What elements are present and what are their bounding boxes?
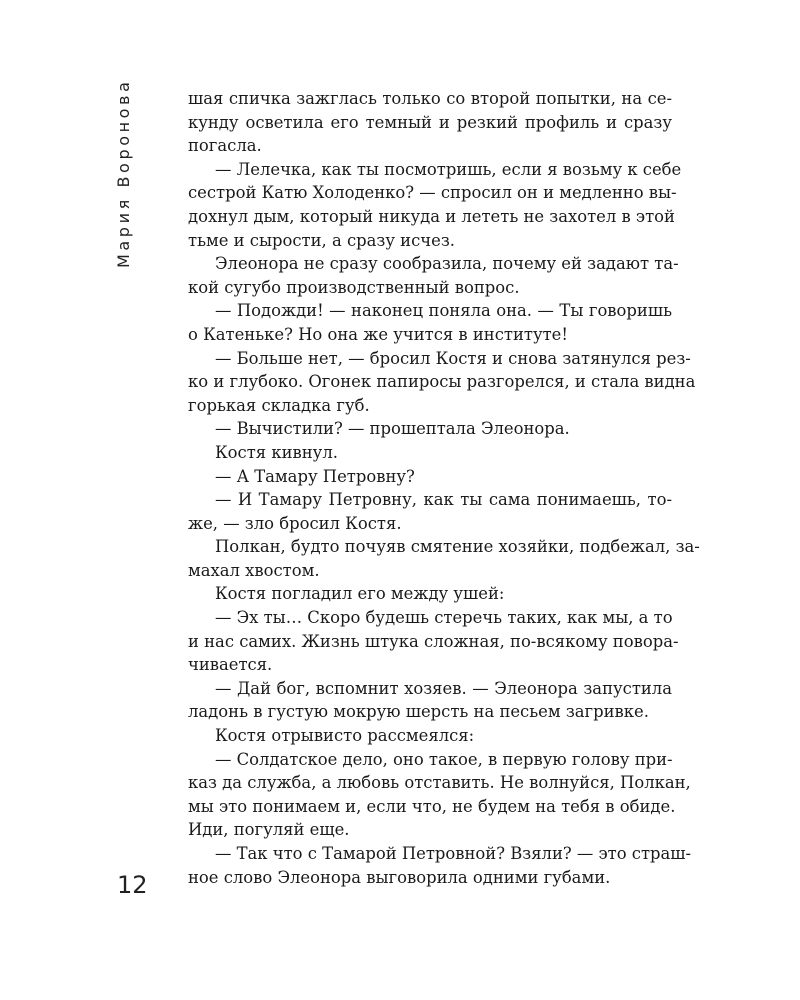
text-line: дохнул дым, который никуда и лететь не захотел в этой — [188, 206, 675, 226]
text-line: — Вычистили? — прошептала Элеонора. — [215, 419, 570, 439]
text-line: ладонь в густую мокрую шерсть на песьем загривке. — [188, 702, 649, 722]
text-line: чивается. — [188, 655, 273, 675]
text-line: ко и глубоко. Огонек папиросы разгорелся, и стала видна — [188, 372, 696, 392]
text-line: Элеонора не сразу сообразила, почему ей задают та- — [215, 254, 679, 274]
text-line: и нас самих. Жизнь штука сложная, по-всякому повора- — [188, 631, 679, 651]
text-line: горькая складка губ. — [188, 395, 370, 415]
body-text — [188, 87, 700, 889]
text-line: тьме и сырости, а сразу исчез. — [188, 230, 455, 250]
text-line: — А Тамару Петровну? — [215, 466, 415, 486]
text-line: ное слово Элеонора выговорила одними губами. — [188, 867, 611, 887]
text-line: — Так что с Тамарой Петровной? Взяли? — это страш- — [215, 844, 692, 863]
text-line: о Катеньке? Но она же учится в институте! — [188, 324, 568, 344]
text-line: сестрой Катю Холоденко? — спросил он и медленно вы- — [188, 183, 677, 203]
text-line: махал хвостом. — [188, 560, 320, 580]
text-line: — Подожди! — наконец поняла она. — Ты говоришь — [215, 301, 672, 321]
text-line: кунду осветила его темный и резкий профиль и сразу — [188, 112, 672, 132]
text-line: — Больше нет, — бросил Костя и снова затянулся рез- — [215, 348, 691, 368]
text-line: Костя погладил его между ушей: — [215, 584, 505, 604]
text-line: мы это понимаем и, если что, не будем на тебя в обиде. — [188, 796, 676, 816]
text-line: же, — зло бросил Костя. — [188, 513, 402, 533]
text-line: Полкан, будто почуяв смятение хозяйки, подбежал, за- — [215, 537, 700, 557]
running-head-author: Мария Воронова — [114, 78, 133, 268]
text-line: — Дай бог, вспомнит хозяев. — Элеонора запустила — [215, 678, 672, 698]
text-line: Костя отрывисто рассмеялся: — [215, 726, 475, 746]
text-line: шая спичка зажглась только со второй попытки, на се- — [188, 89, 672, 108]
text-line: — Солдатское дело, оно такое, в первую голову при- — [215, 749, 673, 769]
text-line: кой сугубо производственный вопрос. — [188, 277, 520, 297]
page-number: 12 — [117, 871, 148, 899]
text-line: — И Тамару Петровну, как ты сама понимаешь, то- — [215, 490, 672, 510]
text-line: Иди, погуляй еще. — [188, 820, 350, 840]
text-line: каз да служба, а любовь отставить. Не волнуйся, Полкан, — [188, 773, 691, 793]
text-line: — Эх ты… Скоро будешь стеречь таких, как мы, а то — [215, 608, 673, 628]
text-line: — Лелечка, как ты посмотришь, если я возьму к себе — [215, 159, 682, 179]
text-line: Костя кивнул. — [215, 442, 338, 462]
text-line: погасла. — [188, 136, 262, 156]
